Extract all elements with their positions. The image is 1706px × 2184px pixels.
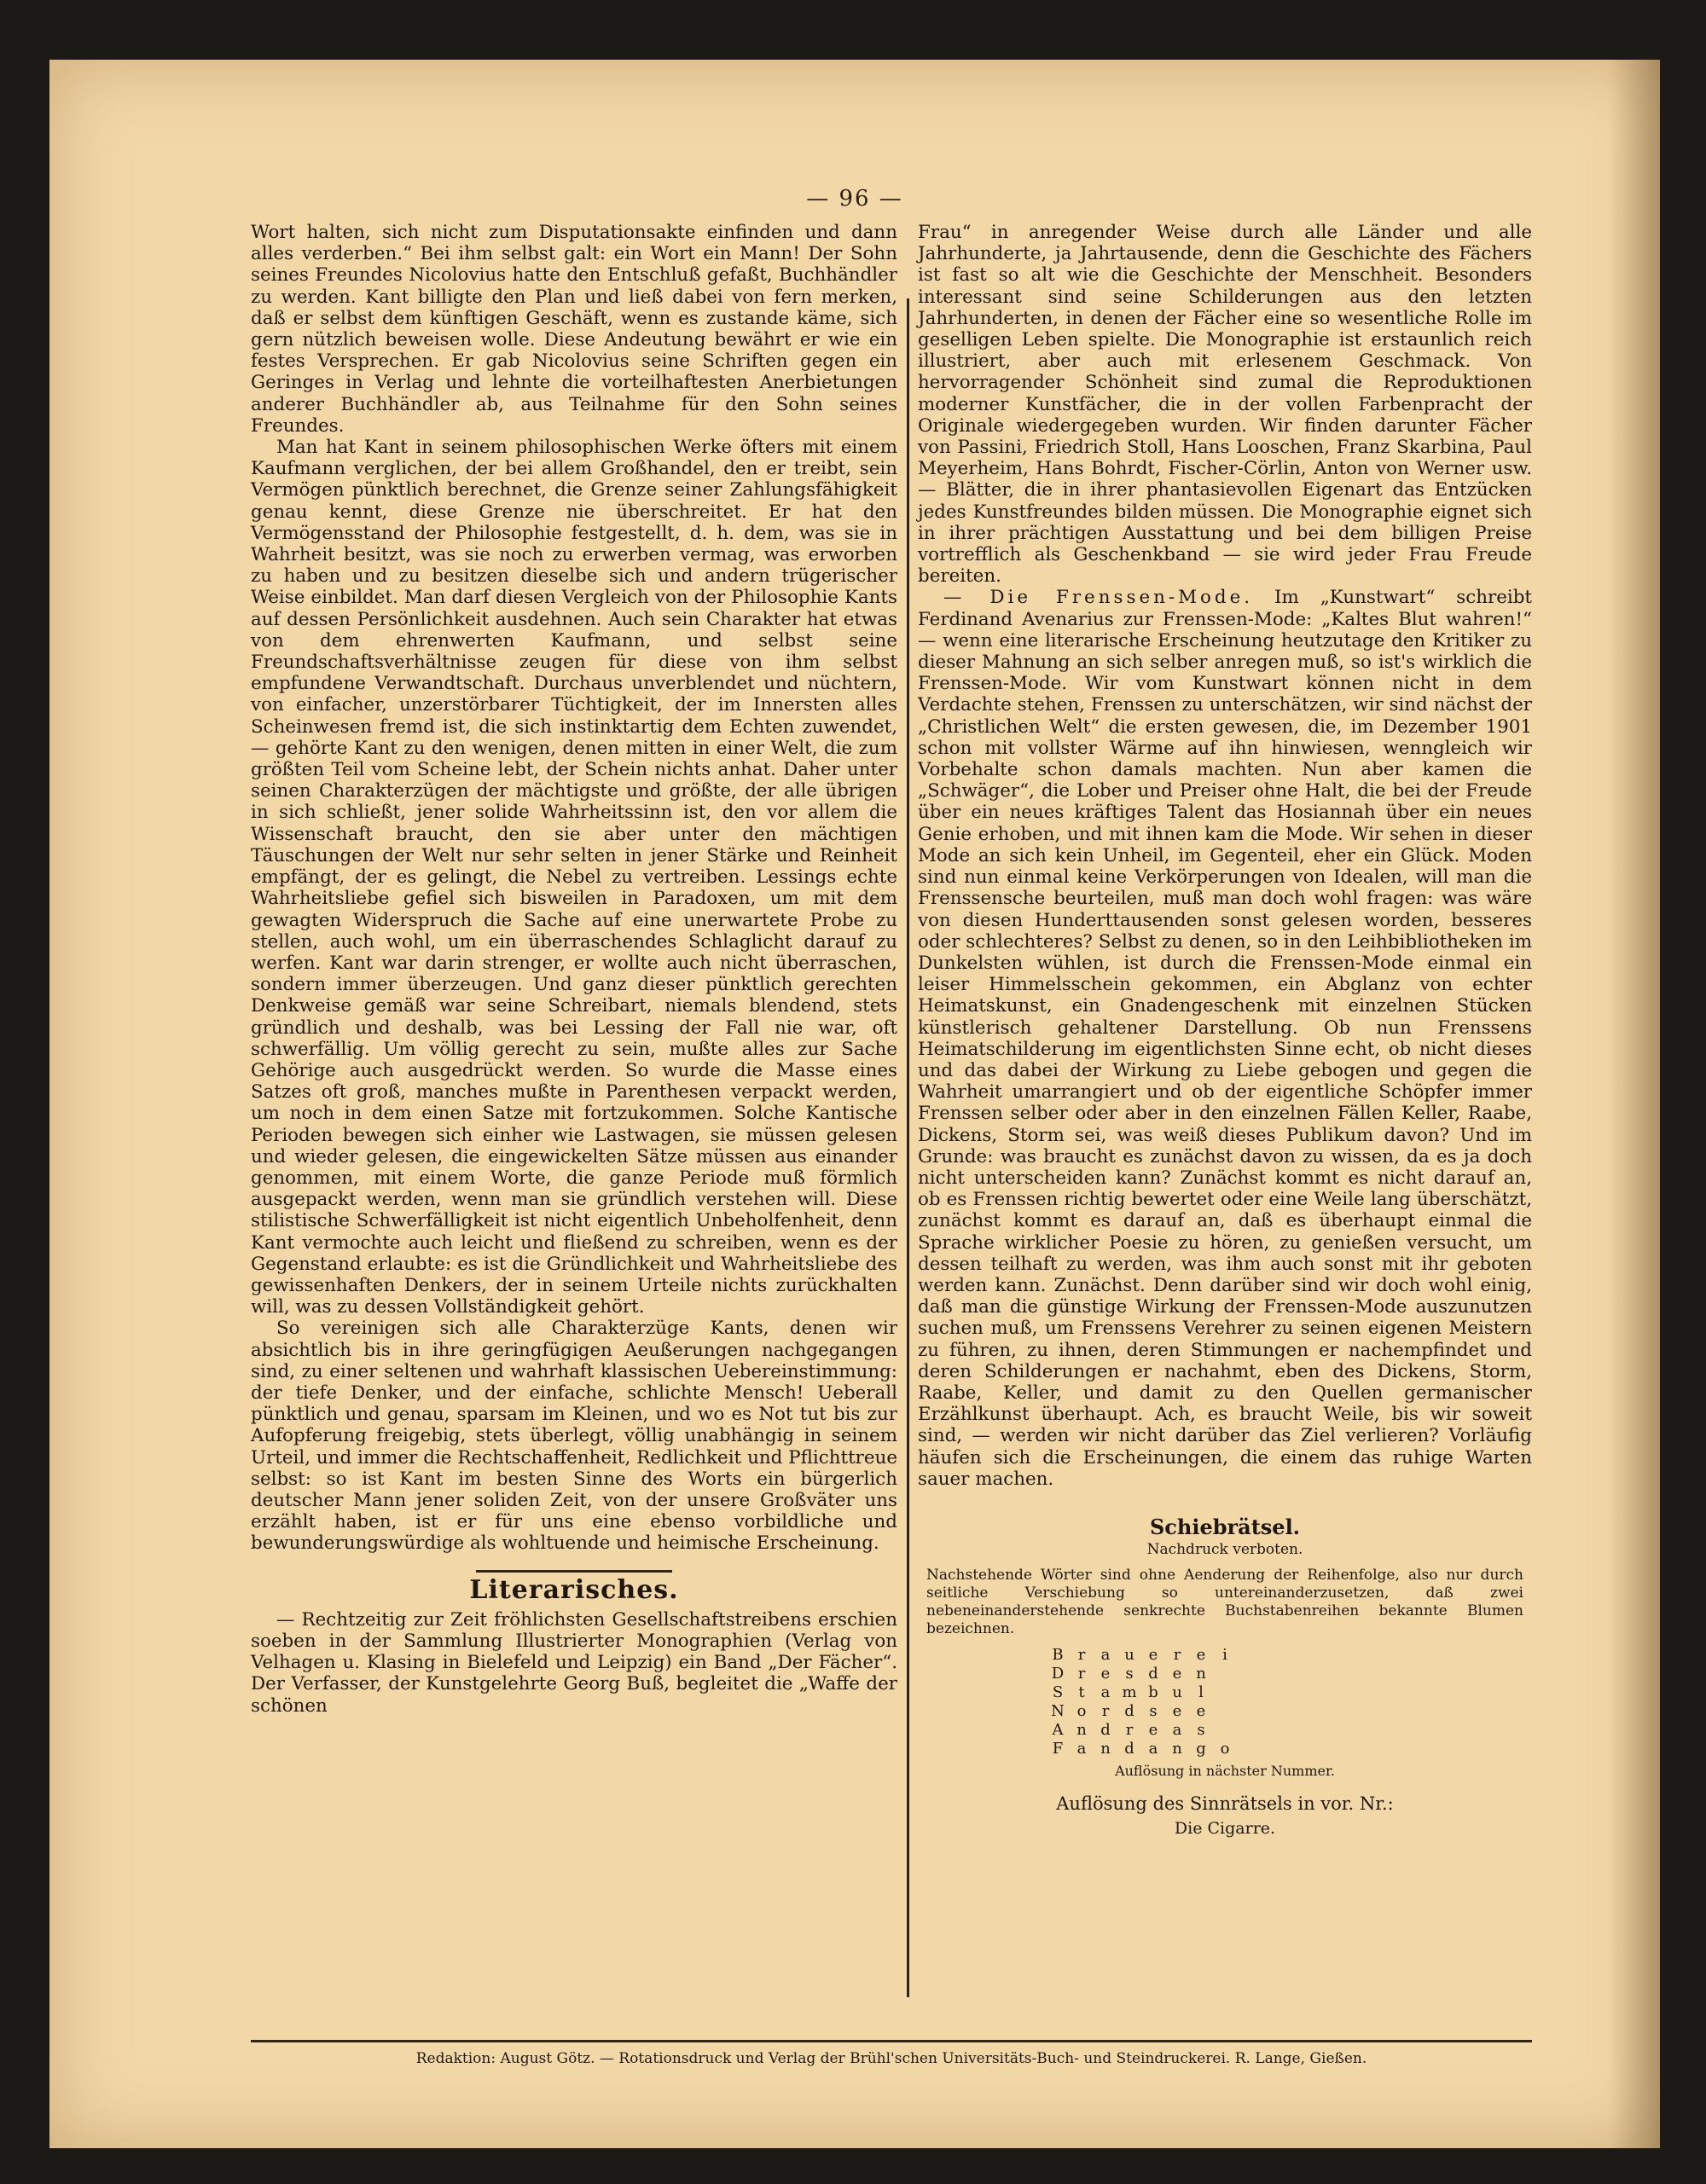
puzzle-letter: e bbox=[1196, 1645, 1206, 1664]
puzzle-letter: e bbox=[1172, 1701, 1182, 1720]
puzzle-letter: i bbox=[1222, 1645, 1227, 1664]
puzzle-letter: g bbox=[1196, 1739, 1206, 1758]
paragraph: Frau“ in anregender Weise durch alle Länder und alle Jahrhunderte, ja Jahrtausende, denn die Geschichte des Fächers ist fast so alt wie die Geschichte der Menschheit. Besonders interessant sind seine Schilderungen aus den letzten Jahrhunderten, in denen der Fächer eine so wesentliche Rolle im geselligen Leben spielte. Die Monographie ist erstaunlich reich illustriert, aber auch mit erlesenem Geschmack. Von hervorragender Schönheit sind zumal die Reproduktionen moderner Kunstfächer, die in der vollen Farbenpracht der Originale wiedergegeben wurden. Wir finden darunter Fächer von Passini, Friedrich Stoll, Hans Looschen, Franz Skarbina, Paul Meyerheim, Hans Bohrdt, Fischer-Cörlin, Anton von Werner usw. — Blätter, die in ihrer phantasievollen Eigenart das Entzücken jedes Kunstfreundes bilden müssen. Die Monographie eignet sich in ihrer prächtigen Ausstattung und bei dem billigen Preise vortrefflich als Geschenkband — sie wird jeder Frau Freude bereiten. bbox=[918, 222, 1532, 588]
puzzle-letter: e bbox=[1196, 1701, 1206, 1720]
puzzle-word bbox=[1046, 1701, 1532, 1720]
puzzle-letter: r bbox=[1101, 1701, 1110, 1720]
page-edge-shadow bbox=[1609, 60, 1660, 2148]
puzzle-letter: u bbox=[1172, 1683, 1182, 1701]
left-column bbox=[251, 222, 897, 1717]
puzzle-word bbox=[1046, 1683, 1532, 1701]
paragraph: Wort halten, sich nicht zum Disputationsakte einfinden und dann alles verderben.“ Bei ihm selbst galt: ein Wort ein Mann! Der Sohn seines Freundes Nicolovius hatte den Entschluß gefaßt, Buchhändler zu werden. Kant billigte den Plan und ließ dabei von fern merken, daß er selbst dem künftigen Geschäft, wenn es zustande käme, sich gern nützlich beweisen wolle. Diese Andeutung bewährt er wie ein festes Versprechen. Er gab Nicolovius seine Schriften gegen ein Geringes in Verlag und lehnte die vorteilhaftesten Anerbietungen anderer Buchhändler ab, aus Teilnahme für den Sohn seines Freundes. bbox=[251, 222, 897, 437]
puzzle-letter: A bbox=[1052, 1720, 1064, 1739]
section-divider bbox=[476, 1570, 672, 1573]
puzzle-letter: n bbox=[1100, 1739, 1111, 1758]
puzzle-letter: e bbox=[1148, 1720, 1158, 1739]
imprint-footer: Redaktion: August Götz. — Rotationsdruck und Verlag der Brühl'schen Universitäts-Buch- und Steindruckerei. R. Lange, Gießen. bbox=[415, 2050, 1367, 2067]
puzzle-letter: a bbox=[1100, 1683, 1111, 1701]
literary-section-title: Literarisches. bbox=[469, 1574, 679, 1605]
puzzle-box bbox=[918, 1514, 1532, 1839]
column-divider bbox=[907, 298, 909, 1997]
puzzle-letter: d bbox=[1124, 1701, 1134, 1720]
puzzle-letter: o bbox=[1220, 1739, 1230, 1758]
puzzle-word bbox=[1046, 1720, 1532, 1739]
paragraph bbox=[918, 587, 1532, 1490]
puzzle-subtitle: Nachdruck verboten. bbox=[1146, 1540, 1303, 1558]
puzzle-letter: d bbox=[1124, 1739, 1134, 1758]
puzzle-letter: D bbox=[1051, 1664, 1065, 1683]
puzzle-note: Auflösung in nächster Nummer. bbox=[1115, 1762, 1335, 1779]
puzzle-letter: n bbox=[1196, 1664, 1206, 1683]
puzzle-word bbox=[1046, 1739, 1532, 1758]
puzzle-letter: N bbox=[1051, 1701, 1065, 1720]
puzzle-word bbox=[1046, 1645, 1532, 1664]
puzzle-letter: b bbox=[1148, 1683, 1158, 1701]
puzzle-letter: s bbox=[1125, 1664, 1134, 1683]
puzzle-letter: n bbox=[1076, 1720, 1087, 1739]
puzzle-letter: n bbox=[1172, 1739, 1182, 1758]
puzzle-title: Schiebrätsel. bbox=[1149, 1514, 1301, 1539]
puzzle-letter: r bbox=[1173, 1645, 1181, 1664]
puzzle-word bbox=[1046, 1664, 1532, 1683]
puzzle-letter: s bbox=[1197, 1720, 1205, 1739]
frenssen-text: Im „Kunstwart“ schreibt Ferdinand Avenarius zur Frenssen-Mode: „Kaltes Blut wahren!“ — wenn eine literarische Erscheinung heutzutage den Kritiker zu dieser Mahnung an sich selber anregen muß, so ist's wirklich die Frenssen-Mode. Wir vom Kunstwart können nicht in dem Verdachte stehen, Frenssen zu unterschätzen, wir sind nächst der „Christlichen Welt“ die ersten gewesen, die, im Dezember 1901 schon mit vollster Wärme auf ihn hinwiesen, wenngleich wir Vorbehalte schon damals machten. Nun aber kamen die „Schwäger“, die Lober und Preiser ohne Halt, die bei der Freude über ein neues kräftiges Talent das Hosiannah über ein neues Genie erhoben, und mit ihnen kam die Mode. Wir sehen in dieser Mode an sich kein Unheil, im Gegenteil, eher ein Glück. Moden sind nun einmal keine Verkörperungen von Idealen, will man die Frenssensche beurteilen, muß man doch wohl fragen: was wäre von diesen Hunderttausenden sonst gelesen worden, besseres oder schlechteres? Selbst zu denen, so in den Leihbibliotheken im Dunkelsten wühlen, ist durch die Frenssen-Mode einmal ein leiser Himmelsschein gekommen, ein Abglanz von echter Heimatskunst, ein Gnadengeschenk mit einzelnen Stücken künstlerisch gehaltener Darstellung. Ob nun Frenssens Heimatschilderung im eigentlichsten Sinne echt, ob nicht dieses und das dabei der Wirkung zu Liebe gebogen und gegen die Wahrheit umarrangiert und ob der eigentliche Schöpfer immer Frenssen selber oder aber in den einzelnen Fällen Keller, Raabe, Dickens, Storm sei, was weiß dieses Publikum davon? Und im Grunde: was braucht es zunächst davon zu wissen, da es ja doch nicht unterscheiden kann? Zunächst kommt es nicht darauf an, ob es Frenssen richtig bewertet oder eine Weile lang überschätzt, zunächst kommt es darauf an, daß es überhaupt einmal die Sprache wirklicher Poesie zu hören, zu genießen versucht, um dessen teilhaft zu werden, was ihm auch sonst mit ihr geboten werden kann. Zunächst. Denn darüber sind wir doch wohl einig, daß man die günstige Wirkung der Frenssen-Mode auszunutzen suchen muß, um Frenssens Verehrer zu seinen eigenen Meistern zu führen, zu ihnen, deren Stimmungen er nachempfindet und deren Schilderungen er nachahmt, eben des Dickens, Storm, Raabe, Keller, und damit zu den Quellen germanischer Erzählkunst überhaupt. Ach, es braucht Weile, bis wir soweit sind, — werden wir nicht darüber das Ziel verlieren? Vorläufig häufen sich die Erscheinungen, die einem das ruhige Warten sauer machen. bbox=[918, 587, 1532, 1490]
page-number: — 96 — bbox=[806, 186, 903, 211]
puzzle-letter: a bbox=[1076, 1739, 1087, 1758]
right-column bbox=[918, 222, 1532, 1839]
puzzle-letter: a bbox=[1148, 1739, 1158, 1758]
puzzle-instructions: Nachstehende Wörter sind ohne Aenderung der Reihenfolge, also nur durch seitliche Verschiebung so untereinanderzusetzen, daß zwei nebeneinanderstehende senkrechte Buchstabenreihen bekannte Blumen bezeichnen. bbox=[926, 1566, 1523, 1637]
newspaper-page bbox=[49, 60, 1660, 2148]
puzzle-letter: F bbox=[1052, 1739, 1064, 1758]
paragraph: Man hat Kant in seinem philosophischen Werke öfters mit einem Kaufmann verglichen, der bei allem Großhandel, den er treibt, sein Vermögen pünktlich berechnet, die Grenze seiner Zahlungsfähigkeit genau kennt, diese Grenze nie überschreitet. Er hat den Vermögensstand der Philosophie festgestellt, d. h. dem, was sie in Wahrheit besitzt, was sie noch zu erwerben vermag, was erworben zu haben und zu besitzen dieselbe sich und andern trügerischer Weise einbildet. Man darf diesen Vergleich von der Philosophie Kants auf dessen Persönlichkeit ausdehnen. Auch sein Charakter hat etwas von dem ehrenwerten Kaufmann, und selbst seine Freundschaftsverhältnisse zeugen für diese von ihm selbst empfundene Verwandtschaft. Durchaus unverblendet und nüchtern, von einfacher, unzerstörbarer Tüchtigkeit, der im Innersten alles Scheinwesen fremd ist, die sich instinktartig dem Echten zuwendet, — gehörte Kant zu den wenigen, denen mitten in einer Welt, die zum größten Teil vom Scheine lebt, der Schein nichts anhat. Daher unter seinen Charakterzügen der mächtigste und größte, der alle übrigen in sich schließt, jener solide Wahrheitssinn ist, den vor allem die Wissenschaft braucht, den sie aber unter den mächtigen Täuschungen der Welt nur sehr selten in jener Stärke und Reinheit empfängt, der es gelingt, die Nebel zu vertreiben. Lessings echte Wahrheitsliebe gefiel sich bisweilen in Paradoxen, um mit dem gewagten Widerspruch die Sache auf eine unerwartete Probe zu stellen, auch wohl, um ein überraschendes Schlaglicht darauf zu werfen. Kant war darin strenger, er wollte auch nicht überraschen, sondern immer überzeugen. Und ganz dieser pünktlich gerechten Denkweise gemäß war seine Schreibart, niemals blendend, stets gründlich und deshalb, was bei Lessing der Fall nie war, oft schwerfällig. Um völlig gerecht zu sein, mußte alles zur Sache Gehörige auch ausgedrückt werden. So wurde die Masse eines Satzes oft groß, manches mußte in Parenthesen verpackt werden, um noch in dem einen Satze mit fortzukommen. Solche Kantische Perioden bewegen sich einher wie Lastwagen, sie müssen gelesen und wieder gelesen, die eingewickelten Sätze müssen aus einander genommen, mit einem Worte, die ganze Periode muß förmlich ausgepackt werden, wenn man sie gründlich verstehen will. Diese stilistische Schwerfälligkeit ist nicht eigentlich Unbeholfenheit, denn Kant vermochte auch leicht und fließend zu schreiben, wenn es der Gegenstand erlaubte: es ist die Gründlichkeit und Wahrheitsliebe des gewissenhaften Denkers, der in seinem Urteile nichts zurückhalten will, was zu dessen Vollständigkeit gehört. bbox=[251, 437, 897, 1318]
puzzle-letter: o bbox=[1076, 1701, 1087, 1720]
puzzle-solution-label: Auflösung des Sinnrätsels in vor. Nr.: bbox=[1056, 1793, 1394, 1814]
puzzle-letter: a bbox=[1172, 1720, 1182, 1739]
puzzle-word-grid bbox=[1046, 1645, 1532, 1758]
puzzle-letter: S bbox=[1052, 1683, 1064, 1701]
puzzle-letter: t bbox=[1078, 1683, 1085, 1701]
puzzle-letter: e bbox=[1172, 1664, 1182, 1683]
puzzle-letter: d bbox=[1148, 1664, 1158, 1683]
puzzle-letter: m bbox=[1122, 1683, 1137, 1701]
puzzle-letter: e bbox=[1148, 1645, 1158, 1664]
paragraph: — Rechtzeitig zur Zeit fröhlichsten Gesellschaftstreibens erschien soeben in der Sammlung Illustrierter Monographien (Verlag von Velhagen u. Klasing in Bielefeld und Leipzig) ein Band „Der Fächer“. Der Verfasser, der Kunstgelehrte Georg Buß, begleitet die „Waffe der schönen bbox=[251, 1608, 897, 1717]
puzzle-letter: a bbox=[1100, 1645, 1111, 1664]
puzzle-letter: s bbox=[1149, 1701, 1158, 1720]
puzzle-letter: r bbox=[1077, 1664, 1086, 1683]
puzzle-letter: B bbox=[1052, 1645, 1064, 1664]
puzzle-letter: u bbox=[1124, 1645, 1134, 1664]
puzzle-letter: r bbox=[1077, 1645, 1086, 1664]
puzzle-letter: e bbox=[1100, 1664, 1111, 1683]
puzzle-letter: r bbox=[1125, 1720, 1134, 1739]
paragraph: So vereinigen sich alle Charakterzüge Kants, denen wir absichtlich bis in ihre geringfügigen Aeußerungen nachgegangen sind, zu einer seltenen und wahrhaft klassischen Uebereinstimmung: der tiefe Denker, und der einfache, schlichte Mensch! Ueberall pünktlich und genau, sparsam im Kleinen, und wo es Not tut bis zur Aufopferung freigebig, stets überlegt, völlig unabhängig in seinem Urteil, und immer die Rechtschaffenheit, Redlichkeit und Pflichttreue selbst: so ist Kant im besten Sinne des Worts ein bürgerlich deutscher Mann jener soliden Zeit, von der unsere Großväter uns erzählt haben, ist er für uns eine ebenso vorbildliche und bewunderungswürdige als wohltuende und heimische Erscheinung. bbox=[251, 1318, 897, 1555]
frenssen-heading: — Die Frenssen-Mode. bbox=[943, 587, 1254, 609]
puzzle-solution: Die Cigarre. bbox=[1174, 1818, 1276, 1838]
puzzle-letter: d bbox=[1100, 1720, 1111, 1739]
puzzle-letter: l bbox=[1198, 1683, 1204, 1701]
footer-divider bbox=[251, 2040, 1532, 2042]
